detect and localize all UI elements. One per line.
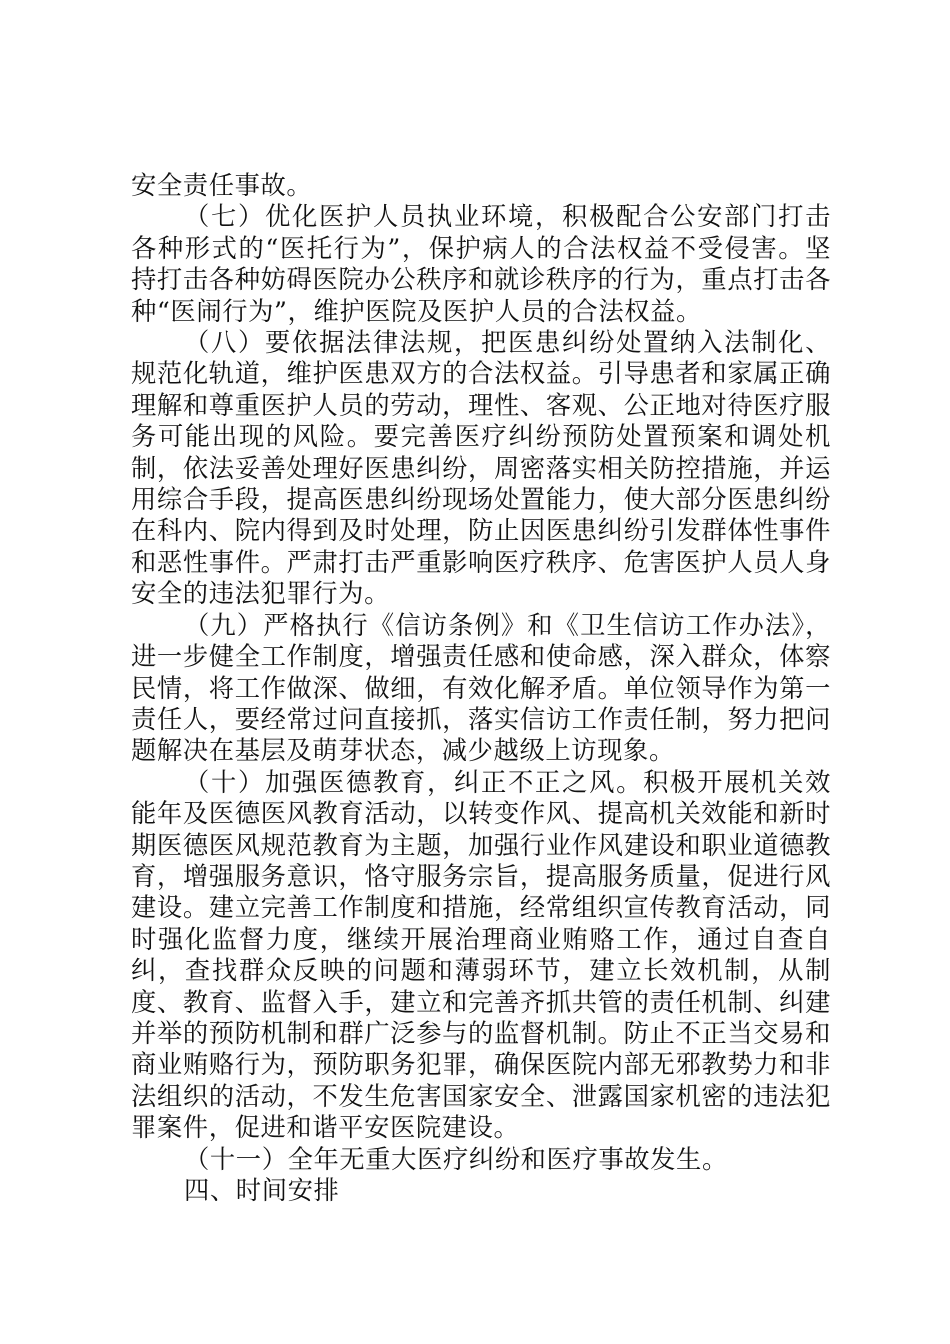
paragraph-item-9: （九）严格执行《信访条例》和《卫生信访工作办法》，进一步健全工作制度，增强责任感和使命感，深入群众，体察民情，将工作做深、做细，有效化解矛盾。单位领导作为第一责任人，要经常过问直接抓，落实信访工作责任制，努力把问题解决在基层及萌芽状态，减少越级上访现象。: [131, 610, 831, 766]
paragraph-item-7: （七）优化医护人员执业环境，积极配合公安部门打击各种形式的“医托行为”，保护病人的合法权益不受侵害。坚持打击各种妨碍医院办公秩序和就诊秩序的行为，重点打击各种“医闹行为”，维护医院及医护人员的合法权益。: [131, 202, 831, 326]
section-heading-schedule: 四、时间安排: [184, 1176, 340, 1205]
paragraph-item-11: （十一）全年无重大医疗纠纷和医疗事故发生。: [184, 1144, 728, 1174]
paragraph-item-10: （十）加强医德教育，纠正不正之风。积极开展机关效能年及医德医风教育活动，以转变作风、提高机关效能和新时期医德医风规范教育为主题，加强行业作风建设和职业道德教育，增强服务意识，恪守服务宗旨，提高服务质量，促进行风建设。建立完善工作制度和措施，经常组织宣传教育活动，同时强化监督力度，继续开展治理商业贿赂工作，通过自查自纠，查找群众反映的问题和薄弱环节，建立长效机制，从制度、教育、监督入手，建立和完善齐抓共管的责任机制、纠建并举的预防机制和群广泛参与的监督机制。防止不正当交易和商业贿赂行为，预防职务犯罪，确保医院内部无邪教势力和非法组织的活动，不发生危害国家安全、泄露国家机密的违法犯罪案件，促进和谐平安医院建设。: [131, 767, 831, 1143]
paragraph-item-8: （八）要依据法律法规，把医患纠纷处置纳入法制化、规范化轨道，维护医患双方的合法权益。引导患者和家属正确理解和尊重医护人员的劳动，理性、客观、公正地对待医疗服务可能出现的风险。要完善医疗纠纷预防处置预案和调处机制，依法妥善处理好医患纠纷，周密落实相关防控措施，并运用综合手段，提高医患纠纷现场处置能力，使大部分医患纠纷在科内、院内得到及时处理，防止因医患纠纷引发群体性事件和恶性事件。严肃打击严重影响医疗秩序、危害医护人员人身安全的违法犯罪行为。: [131, 328, 831, 609]
document-page: [131, 170, 831, 1206]
paragraph-continuation: 安全责任事故。: [131, 171, 313, 200]
